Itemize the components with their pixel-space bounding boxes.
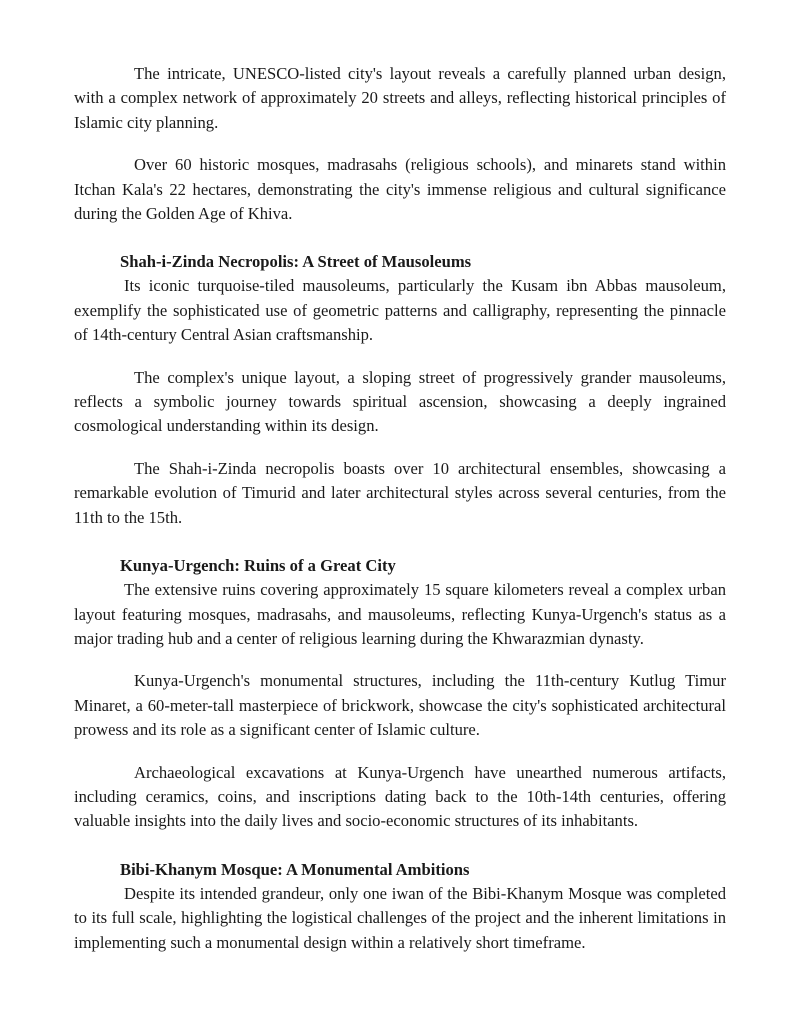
document-page	[74, 62, 726, 973]
paragraph: Despite its intended grandeur, only one iwan of the Bibi-Khanym Mosque was completed to its full scale, highlighting the logistical challenges of the project and the inherent limitations in implementing such a monumental design within a relatively short timeframe.	[74, 883, 726, 952]
paragraph: Kunya-Urgench's monumental structures, including the 11th-century Kutlug Timur Minaret, a 60-meter-tall masterpiece of brickwork, showcase the city's sophisticated architectural prowess and its role as a significant center of Islamic culture.	[74, 671, 726, 740]
paragraph: Archaeological excavations at Kunya-Urgench have unearthed numerous artifacts, including ceramics, coins, and inscriptions dating back to the 10th-14th centuries, offering valuable insights into the daily lives and socio-economic structures of its inhabitants.	[74, 762, 726, 831]
section-heading: Kunya-Urgench: Ruins of a Great City	[120, 556, 396, 576]
paragraph: The Shah-i-Zinda necropolis boasts over 10 architectural ensembles, showcasing a remarkable evolution of Timurid and later architectural styles across several centuries, from the 11th to the 15th.	[74, 458, 726, 527]
section-heading: Shah-i-Zinda Necropolis: A Street of Mausoleums	[120, 252, 472, 272]
paragraph: The extensive ruins covering approximately 15 square kilometers reveal a complex urban layout featuring mosques, madrasahs, and mausoleums, reflecting Kunya-Urgench's status as a major trading hub and a center of religious learning during the Khwarazmian dynasty.	[74, 580, 726, 648]
section-heading: Bibi-Khanym Mosque: A Monumental Ambitions	[120, 859, 470, 879]
paragraph: Its iconic turquoise-tiled mausoleums, particularly the Kusam ibn Abbas mausoleum, exemplify the sophisticated use of geometric patterns and calligraphy, representing the pinnacle of 14th-century Central Asian craftsmanship.	[74, 276, 726, 345]
paragraph: The intricate, UNESCO-listed city's layout reveals a carefully planned urban design, with a complex network of approximately 20 streets and alleys, reflecting historical principles of Islamic city planning.	[74, 64, 726, 132]
paragraph: Over 60 historic mosques, madrasahs (religious schools), and minarets stand within Itchan Kala's 22 hectares, demonstrating the city's immense religious and cultural significance during the Golden Age of Khiva.	[74, 155, 726, 224]
paragraph: The complex's unique layout, a sloping street of progressively grander mausoleums, reflects a symbolic journey towards spiritual ascension, showcasing a deeply ingrained cosmological understanding within its design.	[74, 367, 726, 436]
